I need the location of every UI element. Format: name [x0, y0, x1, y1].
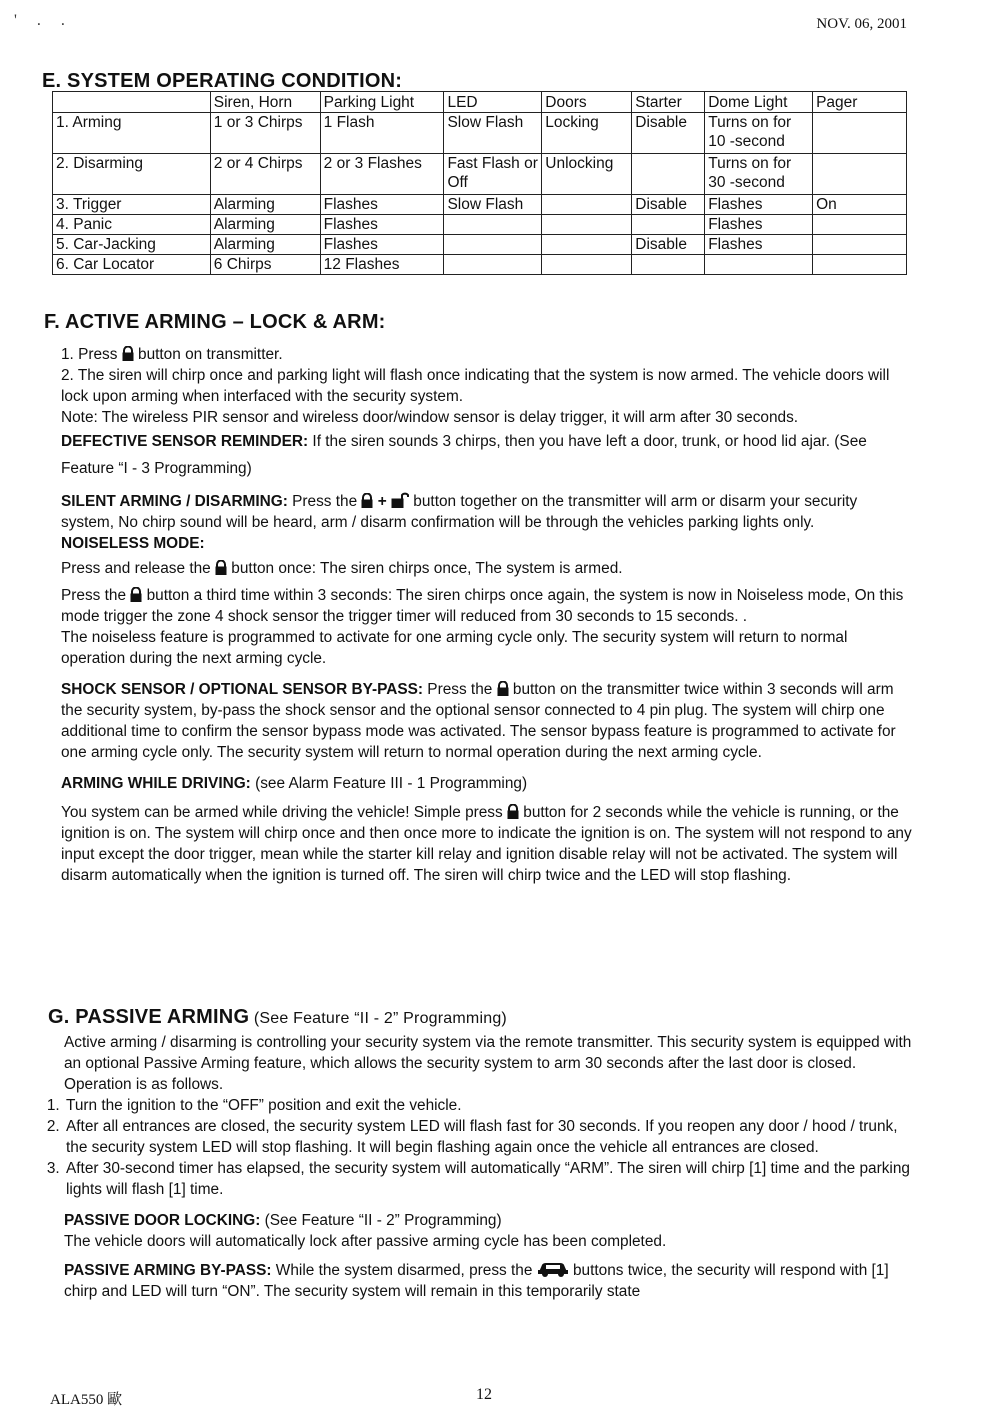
lock-icon — [215, 560, 227, 575]
table-cell — [542, 235, 632, 255]
table-cell — [542, 195, 632, 215]
table-cell — [444, 255, 542, 275]
table-cell: Slow Flash — [444, 195, 542, 215]
table-cell — [813, 215, 907, 235]
unlock-icon — [391, 490, 409, 508]
table-row — [53, 113, 907, 154]
passive-arming-steps — [42, 1095, 916, 1200]
step-2: 2. The siren will chirp once and parking light will flash once indicating that the system is now armed. The vehicle doors will lock upon arming when interfaced with the security system. — [61, 367, 890, 405]
arming-while-driving-text: You system can be armed while driving the vehicle! Simple press button for 2 seconds while the vehicle is running, or the ignition is on. The system will chirp once and then once more to indicate the ignition is on. The system will not respond to any input except the door trigger, mean while the starter kill relay and ignition disable relay will not be activated. The system will disarm automatically when the ignition is turned off. The siren will chirp twice and the LED will stop flashing. — [61, 804, 912, 884]
section-e-title: E. SYSTEM OPERATING CONDITION: — [42, 70, 403, 92]
table-cell: 2 or 3 Flashes — [320, 154, 444, 195]
list-item: 1. Turn the ignition to the “OFF” position and exit the vehicle. — [64, 1095, 916, 1116]
silent-arming: SILENT ARMING / DISARMING: Press the + button together on the transmitter will arm or disarm your security system, No chirp sound will be heard, arm / disarm confirmation will be through the vehicles parking lights only. — [61, 490, 913, 533]
table-cell: On — [813, 195, 907, 215]
table-cell: Locking — [542, 113, 632, 154]
table-cell — [542, 215, 632, 235]
passive-arming-intro: Active arming / disarming is controlling your security system via the remote transmitter. This security system is equipped with an optional Passive Arming feature, which allows the security system to arm 30 seconds after the last door is closed. Operation is as follows. — [64, 1034, 912, 1093]
table-cell — [444, 215, 542, 235]
document-date: NOV. 06, 2001 — [816, 16, 907, 32]
noiseless-step-1: Press and release the button once: The siren chirps once, The system is armed. — [61, 560, 623, 577]
scan-marks: ' . . — [14, 12, 73, 29]
section-g-title: G. PASSIVE ARMING (See Feature “II - 2” Programming) — [48, 1006, 507, 1028]
table-cell: Alarming — [210, 215, 320, 235]
noiseless-note: The noiseless feature is programmed to activate for one arming cycle only. The security system will return to normal operation during the next arming cycle. — [61, 629, 848, 667]
noiseless-mode-title: NOISELESS MODE: — [61, 535, 205, 552]
table-cell: Slow Flash — [444, 113, 542, 154]
table-cell: Flashes — [320, 195, 444, 215]
table-cell — [444, 235, 542, 255]
table-cell — [632, 255, 705, 275]
table-cell: 5. Car-Jacking — [53, 235, 211, 255]
table-cell — [705, 255, 813, 275]
defective-sensor-reminder: DEFECTIVE SENSOR REMINDER: If the siren sounds 3 chirps, then you have left a door, trunk, or hood lid ajar. (See Feature “I - 3 Programming) — [61, 433, 867, 477]
lock-icon — [361, 493, 373, 508]
table-cell: 4. Panic — [53, 215, 211, 235]
lock-icon — [122, 346, 134, 361]
passive-door-locking-text: The vehicle doors will automatically lock after passive arming cycle has been completed. — [64, 1233, 667, 1250]
header-cell: Siren, Horn — [210, 92, 320, 113]
table-cell: 1 Flash — [320, 113, 444, 154]
section-f-title: F. ACTIVE ARMING – LOCK & ARM: — [44, 311, 386, 333]
table-cell: Turns on for 10 -second — [705, 113, 813, 154]
passive-arming-bypass: PASSIVE ARMING BY-PASS: While the system disarmed, press the buttons twice, the security will respond with [1] chirp and LED will turn “ON”. The security system will remain in this temporarily state — [64, 1262, 889, 1300]
table-row — [53, 255, 907, 275]
table-cell: Disable — [632, 113, 705, 154]
footer-model: ALA550 歐 — [50, 1392, 123, 1408]
list-item: 3. After 30-second timer has elapsed, the security system will automatically “ARM”. The siren will chirp [1] time and the parking lights will flash [1] time. — [64, 1158, 916, 1200]
table-cell — [813, 235, 907, 255]
table-cell — [632, 215, 705, 235]
table-cell: Flashes — [705, 235, 813, 255]
lock-icon — [130, 587, 142, 602]
table-header-row — [53, 92, 907, 113]
table-cell: Disable — [632, 235, 705, 255]
table-cell: 6. Car Locator — [53, 255, 211, 275]
table-cell: 1. Arming — [53, 113, 211, 154]
table-cell: 2 or 4 Chirps — [210, 154, 320, 195]
header-cell: Pager — [813, 92, 907, 113]
header-cell: Parking Light — [320, 92, 444, 113]
noiseless-step-2: Press the button a third time within 3 seconds: The siren chirps once again, the system is now in Noiseless mode, On this mode trigger the zone 4 shock sensor the trigger timer will reduced from 30 seconds to 15 seconds. . — [61, 587, 904, 625]
table-row — [53, 235, 907, 255]
table-row — [53, 215, 907, 235]
table-cell: Flashes — [320, 215, 444, 235]
arming-while-driving-title: ARMING WHILE DRIVING: (see Alarm Feature III - 1 Programming) — [61, 775, 528, 792]
operating-condition-table — [52, 91, 907, 275]
note: Note: The wireless PIR sensor and wireless door/window sensor is delay trigger, it will arm after 30 seconds. — [61, 409, 799, 426]
table-row — [53, 195, 907, 215]
table-cell: Disable — [632, 195, 705, 215]
header-cell: Dome Light — [705, 92, 813, 113]
table-cell — [542, 255, 632, 275]
table-cell — [632, 154, 705, 195]
table-cell — [813, 255, 907, 275]
table-cell: Alarming — [210, 195, 320, 215]
table-cell: 12 Flashes — [320, 255, 444, 275]
table-cell — [813, 113, 907, 154]
lock-icon — [507, 804, 519, 819]
header-cell: Doors — [542, 92, 632, 113]
page-number: 12 — [476, 1386, 492, 1403]
table-cell: 1 or 3 Chirps — [210, 113, 320, 154]
section-g-body — [64, 1032, 916, 1302]
table-cell: Flashes — [705, 195, 813, 215]
table-cell: 2. Disarming — [53, 154, 211, 195]
table-cell: 6 Chirps — [210, 255, 320, 275]
header-cell: LED — [444, 92, 542, 113]
passive-door-locking-title: PASSIVE DOOR LOCKING: (See Feature “II - 2” Programming) — [64, 1212, 502, 1229]
lock-icon — [497, 681, 509, 696]
section-f-body — [61, 344, 913, 886]
table-row — [53, 154, 907, 195]
step-1: 1. Press button on transmitter. — [61, 346, 283, 363]
table-cell: Alarming — [210, 235, 320, 255]
car-icon — [537, 1261, 569, 1277]
table-cell: Unlocking — [542, 154, 632, 195]
table-cell: Flashes — [320, 235, 444, 255]
table-cell: Fast Flash or Off — [444, 154, 542, 195]
table-cell: Turns on for 30 -second — [705, 154, 813, 195]
header-cell — [53, 92, 211, 113]
header-cell: Starter — [632, 92, 705, 113]
list-item: 2. After all entrances are closed, the security system LED will flash fast for 30 seconds. If you reopen any door / hood / trunk, the security system LED will stop flashing. It will begin flashing again once the vehicle all entrances are closed. — [64, 1116, 916, 1158]
table-cell — [813, 154, 907, 195]
shock-sensor-bypass: SHOCK SENSOR / OPTIONAL SENSOR BY-PASS: Press the button on the transmitter twice within 3 seconds will arm the security system, by-pass the shock sensor and the optional sensor connected to 4 pin plug. The system will chirp one additional time to confirm the sensor bypass mode was activated. The sensor bypass feature is programmed to activate for one arming cycle only. The security system will return to normal operation during the next arming cycle. — [61, 681, 896, 761]
table-cell: 3. Trigger — [53, 195, 211, 215]
table-cell: Flashes — [705, 215, 813, 235]
